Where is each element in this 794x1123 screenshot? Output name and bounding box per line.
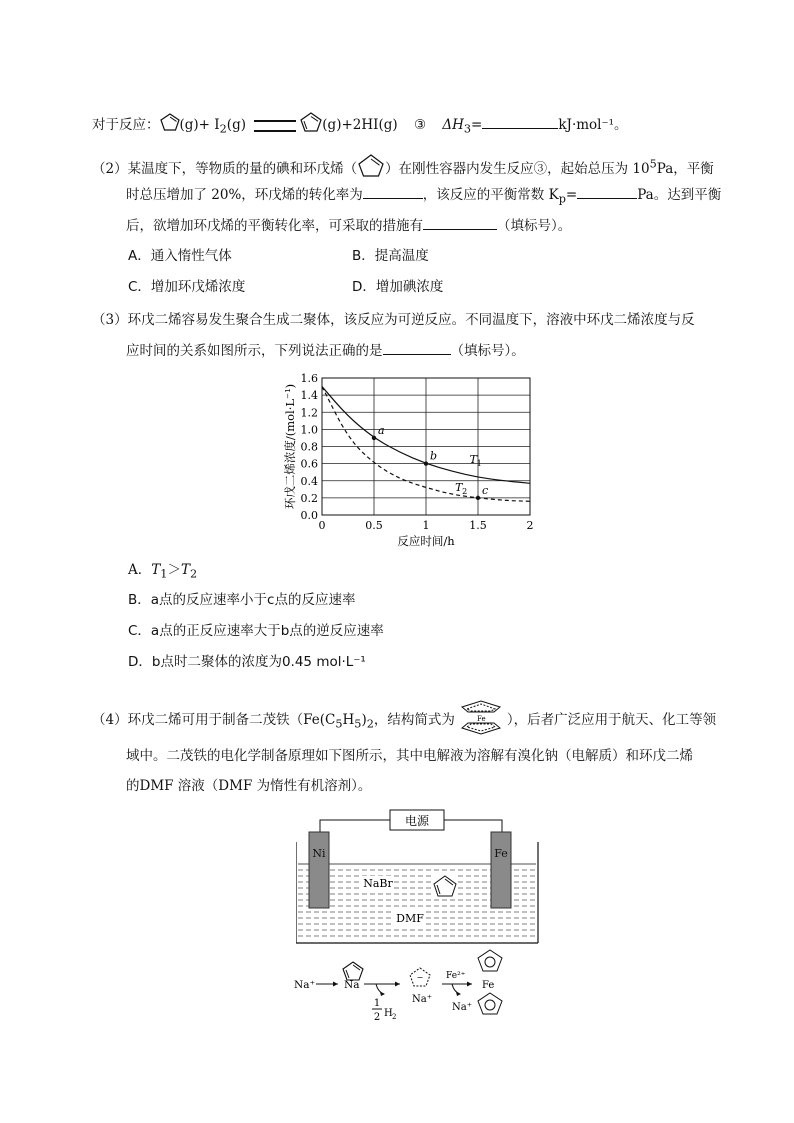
q2-text-f: Pa。达到平衡 (637, 187, 722, 203)
nabr-label: NaBr (363, 877, 393, 890)
h2-branch (376, 984, 384, 994)
y-tick-label: 0.0 (300, 509, 318, 522)
half-num: 1 (373, 998, 381, 1009)
data-point-c (476, 496, 480, 500)
delta-h: ΔH (442, 117, 464, 133)
q4-line3: 的DMF 溶液（DMF 为惰性有机溶剂）。 (126, 778, 372, 794)
curve-label-T2: T (455, 481, 463, 495)
wire-right (444, 820, 502, 832)
h2-branch-head (380, 992, 385, 996)
scheme-fe: Fe (482, 980, 495, 991)
opt-a-label: A． (128, 562, 152, 578)
q3-line2 (126, 340, 525, 361)
q2-option-b[interactable]: B．提高温度 (352, 248, 429, 264)
answer-blank-measures[interactable] (423, 215, 497, 230)
q2-eq: = (565, 187, 578, 203)
opt-a-s1: 1 (160, 567, 168, 581)
q2-text-e: ，该反应的平衡常数 K (422, 187, 559, 203)
q4-sub1: 5 (335, 717, 343, 731)
wire-left (320, 820, 390, 832)
reactant-text: (g)+ I (179, 117, 220, 133)
ferrocene-ring-bottom (478, 993, 502, 1014)
reaction-number: ③ (413, 117, 427, 133)
y-tick-label: 0.6 (300, 457, 318, 471)
ni-label: Ni (312, 847, 326, 860)
q2-line2 (126, 184, 721, 210)
reaction-prefix: 对于反应： (92, 117, 160, 133)
opt-a-t1: T (151, 562, 161, 578)
q4-text-c: ) (361, 712, 367, 728)
x-tick-label: 2 (526, 519, 534, 532)
q4-text-a: （4）环戊二烯可用于制备二茂铁（Fe(C (92, 712, 336, 728)
power-supply-label: 电源 (404, 814, 430, 828)
cyclopentene-icon (357, 153, 385, 177)
q4-text-e: ），后者广泛应用于航天、化工等领 (506, 712, 717, 728)
point-label-a: a (378, 423, 385, 437)
y-tick-label: 0.2 (300, 491, 318, 505)
answer-blank-kp[interactable] (577, 184, 637, 199)
unit-text: kJ·mol⁻¹。 (558, 117, 628, 133)
q2-text-a: （2）某温度下，等物质的量的碘和环戊烯（ (92, 161, 358, 177)
q4-sub2: 5 (354, 717, 362, 731)
q2-text-g: 后，欲增加环戊烯的平衡转化率，可采取的措施有 (126, 218, 423, 234)
data-point-a (372, 436, 376, 440)
y-tick-label: 1.0 (300, 423, 318, 437)
q2-text-d: 时总压增加了 20%，环戊烯的转化率为 (126, 187, 363, 203)
ni-electrode (309, 832, 329, 908)
q3-option-c[interactable]: C．a点的正反应速率大于b点的逆反应速率 (128, 623, 384, 639)
x-tick-label: 0 (318, 519, 326, 532)
y-tick-label: 1.2 (300, 406, 318, 420)
delta-h-sub: 3 (463, 122, 472, 136)
kp-sub: p (558, 192, 566, 206)
fe2-label: Fe²⁺ (446, 971, 466, 981)
q4-line1 (92, 698, 716, 738)
q3-option-b[interactable]: B．a点的反应速率小于c点的反应速率 (128, 592, 356, 608)
ferrocene-ring-bottom-circle (485, 1000, 495, 1010)
fe-electrode (491, 832, 511, 908)
y-tick-label: 0.8 (300, 440, 318, 454)
ferrocene-ring-top (478, 950, 502, 971)
curve-label-sub-T2: 2 (462, 487, 468, 497)
q2-option-d[interactable]: D．增加碘浓度 (352, 279, 444, 295)
q4-line2: 域中。二茂铁的电化学制备原理如下图所示，其中电解液为溶解有溴化钠（电解质）和环戊二烯 (126, 748, 693, 764)
q2-option-c[interactable]: C．增加环戊烯浓度 (128, 279, 246, 295)
opt-a-gt: ＞ (167, 562, 181, 578)
equals-arrow (254, 120, 296, 132)
q3-option-a[interactable] (128, 560, 197, 585)
ferrocene-fe-label: Fe (476, 715, 486, 723)
y-tick-label: 0.4 (300, 474, 318, 488)
i2-sub: 2 (219, 122, 227, 136)
dmf-label: DMF (396, 912, 424, 925)
q3-option-d[interactable]: D．b点时二聚体的浓度为0.45 mol·L⁻¹ (128, 654, 366, 670)
point-label-b: b (430, 449, 438, 463)
q3-text-a: 应时间的关系如图所示，下列说法正确的是 (126, 343, 383, 359)
eq-sign: = (471, 117, 483, 133)
ferrocene-ring-top-circle (485, 957, 495, 967)
cyclopentadiene-icon (300, 112, 322, 132)
fe-label: Fe (494, 847, 508, 860)
cyclopentene-icon (160, 113, 180, 131)
q2-line1 (92, 153, 714, 179)
q3-text-b: （填标号）。 (450, 343, 525, 359)
q2-text-c: Pa，平衡 (656, 161, 714, 177)
q2-option-a[interactable]: A．通入惰性气体 (128, 248, 232, 264)
x-tick-label: 1.5 (469, 519, 487, 532)
reaction-scheme (292, 946, 532, 1026)
y-tick-label: 1.4 (300, 389, 318, 403)
ferrocene-icon (455, 698, 507, 738)
q2-text-h: （填标号）。 (497, 218, 572, 234)
na-branch-head (456, 992, 461, 996)
q4-text-b: H (342, 712, 355, 728)
h2-label: H (384, 1008, 393, 1019)
x-axis-label: 反应时间/h (397, 534, 455, 548)
q4-text-d: ，结构简式为 (373, 712, 455, 728)
concentration-chart (276, 368, 576, 554)
answer-blank-q3[interactable] (383, 340, 451, 355)
scheme-na-ion-3: Na⁺ (452, 1002, 472, 1013)
cpd-bg (432, 874, 458, 898)
q2-sup: 5 (649, 157, 657, 171)
reaction-line (92, 112, 628, 140)
arrow-2-head (395, 982, 400, 987)
x-tick-label: 0.5 (365, 519, 383, 532)
x-tick-label: 1 (422, 519, 430, 532)
q3-line1: （3）环戊二烯容易发生聚合生成二聚体，该反应为可逆反应。不同温度下，溶液中环戊二烯浓度与反 (92, 312, 695, 328)
scheme-na-ion-2: Na⁺ (412, 994, 432, 1005)
product-text: (g)+2HI(g) (322, 117, 398, 133)
anion-minus: − (416, 973, 424, 982)
arrow-3-head (467, 982, 472, 987)
arrow-1-head (333, 982, 338, 987)
data-point-b (424, 461, 428, 465)
na-branch (452, 984, 460, 994)
curve-label-sub-T1: 1 (476, 458, 482, 468)
scheme-na: Na (344, 979, 360, 991)
scheme-cpd-bond-2 (346, 970, 349, 978)
i2-state: (g) (226, 117, 246, 133)
q2-line3 (126, 215, 571, 236)
y-axis-label: 环戊二烯浓度/(mol·L⁻¹) (283, 383, 297, 510)
opt-a-t2: T (180, 562, 190, 578)
electrolysis-cell-diagram (296, 806, 542, 946)
q4-sub3: 2 (366, 717, 374, 731)
curve-label-T1: T (469, 452, 478, 466)
answer-blank-dh3[interactable] (482, 114, 558, 129)
answer-blank-conversion[interactable] (363, 184, 423, 199)
q2-text-b: ）在刚性容器内发生反应③，起始总压为 10 (385, 161, 650, 177)
point-label-c: c (482, 483, 489, 497)
h2-sub: 2 (392, 1013, 397, 1021)
y-tick-label: 1.6 (300, 372, 318, 385)
opt-a-s2: 2 (189, 567, 198, 581)
scheme-na-ion: Na⁺ (294, 979, 315, 991)
half-den: 2 (373, 1012, 381, 1023)
